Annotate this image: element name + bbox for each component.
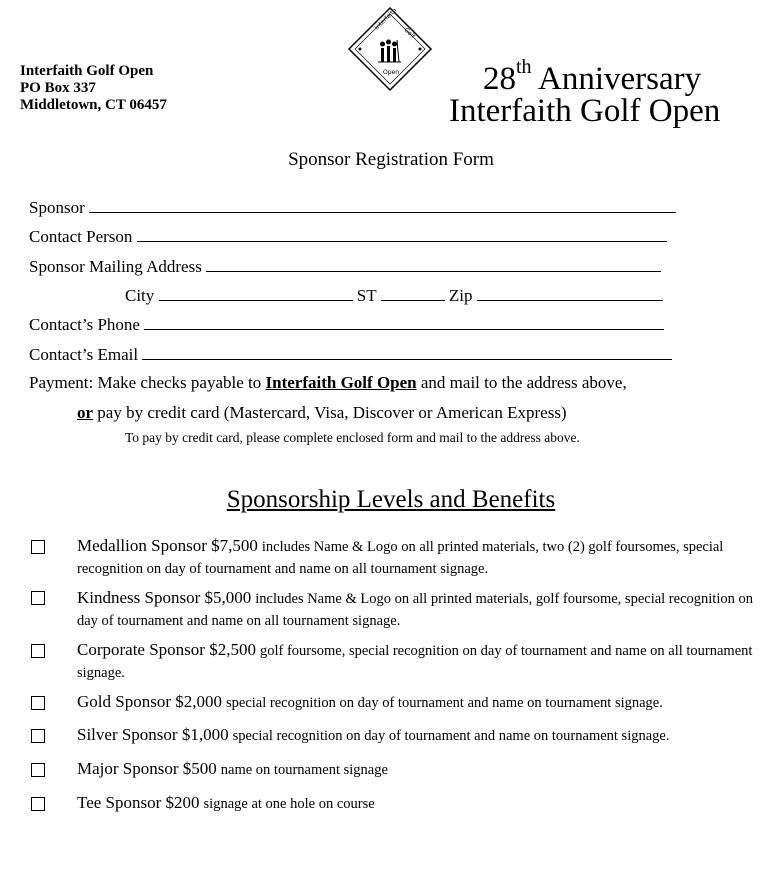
logo-text-1: Interfaith <box>373 6 399 32</box>
phone-label: Contact’s Phone <box>29 315 140 334</box>
zip-label: Zip <box>448 286 473 305</box>
level-desc: name on tournament signage <box>220 762 388 778</box>
payment-suffix: and mail to the address above, <box>420 373 627 392</box>
credit-text: pay by credit card (Mastercard, Visa, Discover or American Express) <box>97 403 567 422</box>
level-item-kindness <box>77 587 757 632</box>
credit-card-line <box>77 402 567 424</box>
level-desc: includes Name & Logo on all printed materials, two (2) golf foursomes, special recognition on day of tournament and name on all tournament signage. <box>77 539 724 577</box>
email-field <box>29 343 672 366</box>
level-checkbox-silver[interactable] <box>31 729 45 743</box>
level-name: Silver Sponsor $1,000 <box>77 725 229 744</box>
level-checkbox-tee[interactable] <box>31 797 45 811</box>
sponsor-label: Sponsor <box>29 198 85 217</box>
level-desc: golf foursome, special recognition on day of tournament and name on all tournament signage. <box>77 643 753 681</box>
level-item-major <box>77 758 757 781</box>
city-state-zip-field <box>125 284 663 307</box>
level-desc: special recognition on day of tournament and name on tournament signage. <box>232 728 670 744</box>
contact-person-blank[interactable] <box>137 225 667 242</box>
payment-line <box>29 372 627 394</box>
payee-name: Interfaith Golf Open <box>265 373 417 392</box>
zip-blank[interactable] <box>477 284 663 301</box>
level-checkbox-major[interactable] <box>31 763 45 777</box>
mailing-address-label: Sponsor Mailing Address <box>29 257 202 276</box>
address-line-1: Interfaith Golf Open <box>20 63 154 79</box>
level-desc: signage at one hole on course <box>203 796 375 812</box>
sponsor-field <box>29 196 676 219</box>
st-label: ST <box>356 286 377 305</box>
level-checkbox-gold[interactable] <box>31 696 45 710</box>
form-title: Sponsor Registration Form <box>288 149 494 170</box>
level-name: Gold Sponsor $2,000 <box>77 692 222 711</box>
golf-logo <box>347 6 433 92</box>
levels-heading: Sponsorship Levels and Benefits <box>226 486 556 513</box>
contact-person-field <box>29 225 667 248</box>
level-name: Kindness Sponsor $5,000 <box>77 588 252 607</box>
level-name: Corporate Sponsor $2,500 <box>77 640 256 659</box>
event-name: Interfaith Golf Open <box>449 93 721 129</box>
level-name: Tee Sponsor $200 <box>77 793 200 812</box>
contact-person-label: Contact Person <box>29 227 133 246</box>
level-name: Major Sponsor $500 <box>77 759 217 778</box>
level-desc: includes Name & Logo on all printed materials, golf foursome, special recognition on day of tournament and name on all tournament signage. <box>77 591 753 629</box>
credit-note: To pay by credit card, please complete enclosed form and mail to the address above. <box>125 430 580 445</box>
level-checkbox-corporate[interactable] <box>31 644 45 658</box>
phone-field <box>29 313 664 336</box>
level-item-silver <box>77 724 757 747</box>
mailing-address-blank[interactable] <box>206 255 661 272</box>
level-item-gold <box>77 691 757 714</box>
return-address <box>20 63 167 114</box>
anniversary-suffix: th <box>516 56 532 78</box>
anniversary-number: 28 <box>483 61 516 97</box>
level-name: Medallion Sponsor $7,500 <box>77 536 258 555</box>
level-item-medallion <box>77 535 757 580</box>
st-blank[interactable] <box>381 284 445 301</box>
mailing-address-field <box>29 255 661 278</box>
level-checkbox-kindness[interactable] <box>31 591 45 605</box>
level-desc: special recognition on day of tournament and name on tournament signage. <box>225 695 663 711</box>
logo-text-2: Golf <box>402 26 417 40</box>
address-line-3: Middletown, CT 06457 <box>20 97 167 113</box>
level-item-corporate <box>77 639 757 684</box>
or-word: or <box>77 403 94 422</box>
email-blank[interactable] <box>142 343 672 360</box>
email-label: Contact’s Email <box>29 345 139 364</box>
city-blank[interactable] <box>159 284 353 301</box>
payment-prefix: Payment: Make checks payable to <box>29 373 262 392</box>
address-line-2: PO Box 337 <box>20 80 96 96</box>
level-item-tee <box>77 792 757 815</box>
logo-text-3: Open <box>383 69 400 76</box>
anniversary-word: Anniversary <box>538 61 702 97</box>
phone-blank[interactable] <box>144 313 664 330</box>
city-label: City <box>125 286 155 305</box>
level-checkbox-medallion[interactable] <box>31 540 45 554</box>
sponsor-blank[interactable] <box>89 196 676 213</box>
